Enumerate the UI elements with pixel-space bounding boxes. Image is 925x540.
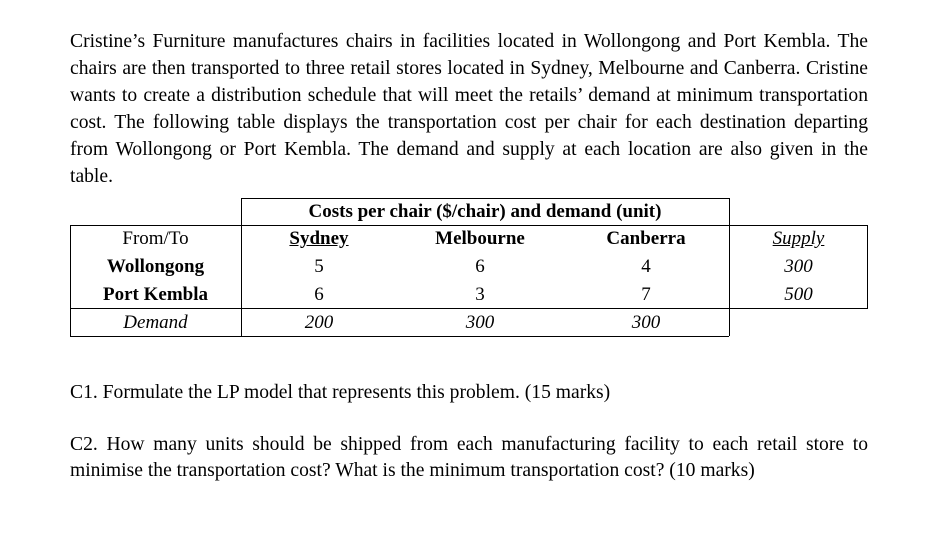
table-cell: 4 bbox=[641, 256, 651, 277]
supply-port-kembla: 500 bbox=[784, 284, 813, 305]
column-header-melbourne: Melbourne bbox=[435, 228, 525, 249]
demand-label: Demand bbox=[123, 312, 188, 333]
table-cell: 3 bbox=[475, 284, 485, 305]
table-cell: 7 bbox=[641, 284, 651, 305]
demand-sydney: 200 bbox=[304, 312, 334, 333]
column-header-canberra: Canberra bbox=[606, 228, 686, 249]
row-label-port-kembla: Port Kembla bbox=[102, 284, 208, 305]
row-label-wollongong: Wollongong bbox=[106, 256, 205, 277]
demand-canberra: 300 bbox=[631, 312, 661, 333]
column-header-sydney: Sydney bbox=[289, 228, 349, 249]
supply-wollongong: 300 bbox=[784, 256, 813, 277]
table-cell: 5 bbox=[314, 256, 324, 277]
table-cell: 6 bbox=[314, 284, 324, 305]
from-to-header: From/To bbox=[122, 228, 189, 249]
group-header: Costs per chair ($/chair) and demand (unit) bbox=[308, 201, 662, 222]
table-cell: 6 bbox=[475, 256, 485, 277]
demand-melbourne: 300 bbox=[465, 312, 495, 333]
cost-demand-table bbox=[70, 198, 868, 338]
problem-intro: Cristine’s Furniture manufactures chairs in facilities located in Wollongong and Port Kembla. The chairs are then transported to three retail stores located in Sydney, Melbourne and Canberra. Cristine wants to create a distribution schedule that will meet the retails’ demand at minimum transportation cost. The following table displays the transportation cost per chair for each destination departing from Wollongong or Port Kembla. The demand and supply at each location are also given in the table. bbox=[70, 30, 868, 187]
question-c2: C2. How many units should be shipped from each manufacturing facility to each retail store to minimise the transportation cost? What is the minimum transportation cost? (10 marks) bbox=[70, 434, 868, 481]
question-c1: C1. Formulate the LP model that represents this problem. (15 marks) bbox=[70, 382, 611, 403]
supply-header: Supply bbox=[772, 228, 825, 249]
